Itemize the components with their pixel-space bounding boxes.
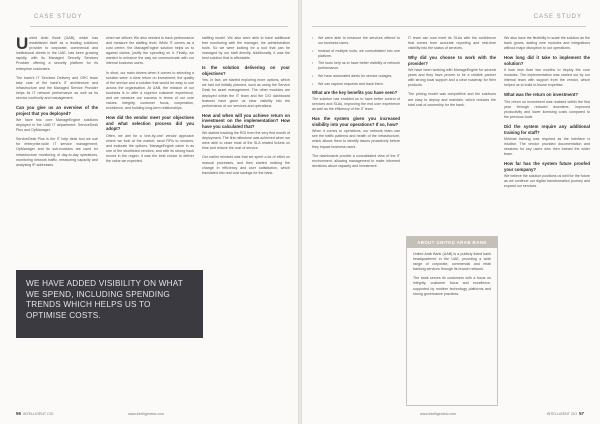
question-heading: What was the return on investment?: [504, 92, 579, 98]
question-heading: How far has the system future proofed your company?: [504, 161, 590, 172]
about-sidebar-box: [406, 236, 498, 406]
header-rule-left: [30, 26, 288, 27]
question-heading: Did the system require any additional training for staff?: [504, 124, 590, 135]
footer-left: [16, 411, 53, 416]
header-label-right: CASE STUDY: [533, 14, 582, 20]
sidebar-paragraph: United Arab Bank (UAB) is a publicly listed bank headquartered in the UAE, providing a wide range of corporate, commercial and retail banking services through its branch network.: [413, 252, 491, 272]
body-paragraph: We also have the flexibility to scale the solution as the bank grows, adding new modules and integrations without major disruption to our operations.: [504, 36, 590, 51]
intro-paragraph-2: The bank's IT Services Delivery and GRC team take care of the bank's IT architecture and infrastructure and the Managed Service Provider helps its IT network performance as well as its service continuity and management.: [16, 75, 98, 101]
bullet-item: • The tools help us to have better visibility of network performance.: [312, 61, 400, 71]
right-column-3: [504, 36, 590, 406]
answer-paragraph: When it comes to operations, our network team can see the traffic patterns and health of the infrastructure, which allows them to identify issues proactively before they impact business users.: [312, 129, 400, 149]
right-page: [302, 0, 600, 424]
footer-url-right[interactable]: www.intelligentcio.com: [420, 412, 457, 416]
header-label-left: CASE STUDY: [34, 14, 83, 20]
answer-paragraph: ServiceDesk Plus is the IT help desk tool we use for enterprise-wide IT service management, OpManager and its sub-modules are used for infrastructure monitoring of day-to-day operations, monitoring network traffic, measuring capacity and analysing IP addresses.: [16, 137, 98, 167]
bullet-item: • Instead of multiple tools, we consolidated into one platform.: [312, 49, 400, 59]
question-heading: Why did you choose to work with the provider?: [408, 55, 496, 66]
answer-paragraph: We have two core ManageEngine solutions deployed in the UAB IT department: ServiceDesk Plus and OpManager.: [16, 117, 98, 133]
sidebar-body: [407, 248, 497, 305]
footer-right: [547, 411, 584, 416]
body-paragraph: In short, our main drivers when it comes to selecting a solution were: a clear return on investment, the quality of the service and a solution that would be easy to use across the organisation. At UAB, the mission of our business is to offer a superior customer experience, and we measure our success in terms of our core values: integrity, customer focus, cooperation, excellence, and building long-term relationships.: [106, 70, 194, 111]
left-page: [0, 0, 298, 424]
bullet-item: • We can capture requests and track them.: [312, 82, 400, 87]
answer-paragraph: We believe the solution positions us well for the future as we continue our digital transformation journey and expand our services.: [504, 174, 590, 189]
answer-paragraph: Yes. In fact, we started exploring more options, which we had not initially planned, such as using the Service Desk for asset management. The other modules are deployed within the IT team and the CIO dashboard features have given us clear visibility into the performance of our services and operations.: [202, 78, 290, 108]
answer-paragraph: The pricing model was competitive and the solutions are easy to deploy and maintain, which reduces the total cost of ownership for the bank.: [408, 92, 496, 107]
answer-paragraph: We started tracking the ROI from the very first month of deployment. The first milestone was achieved when we were able to close most of the SLA related tickets on time and reduce the cost of service.: [202, 131, 290, 151]
body-paragraph: when we deliver. We also needed to track performance and measure the staffing level. While IT comes as a cost centre, the ManageEngine solution helps us to against claims, justify the spending on it. Finally, we wanted to enhance the way we communicate with our internal business users.: [106, 36, 194, 66]
question-heading: How long did it take to implement the solution?: [504, 55, 590, 66]
answer-paragraph: The return on investment was realised within the first year through reduced downtime, improved productivity and lower licensing costs compared to the previous tools.: [504, 99, 590, 120]
intro-paragraph: United Arab Bank (UAB), which has established itself as a leading solutions provider to corporate, commercial and institutional clients in the UAE, has been growing rapidly, with its Managed Security Services Provider offering a security platform for its enterprise customers.: [16, 34, 98, 71]
body-paragraph: IT team can now meet its SLAs with the confidence that comes from accurate reporting and real-time visibility into the status of services.: [408, 36, 496, 51]
left-column-2: [106, 36, 194, 264]
right-column-2: [408, 36, 496, 258]
header-rule-right: [312, 26, 586, 27]
right-column-1: [312, 36, 400, 406]
answer-paragraph: Often, we aim for a 'one-by-one' vendor approach where we look at the market, send RFIs to vendors, and evaluate the options. ManageEngine came in as one of the shortlisted vendors, and with its strong track record in the region, it was the best choice to deliver the value we expected.: [106, 133, 194, 163]
page-number-left: 56: [16, 411, 21, 416]
magazine-name-left: INTELLIGENT CIO: [22, 412, 54, 416]
answer-paragraph: The solution has enabled us to have better control of services and SLAs, improving the end user experience as well as the efficiency of the IT team.: [312, 97, 400, 112]
left-column-3: [202, 36, 290, 406]
question-heading: How and when will you achieve return on investment on the implementation? How have you calculated that?: [202, 112, 290, 129]
footer-url-left[interactable]: www.intelligentcio.com: [128, 412, 165, 416]
answer-paragraph: It took less than two months to deploy the core modules. The implementation was carried out by our internal team with support from the vendor, which helped us to build in-house expertise.: [504, 68, 590, 88]
question-heading: How did the vendor meet your objectives and what selection process did you adopt?: [106, 115, 194, 132]
answer-paragraph: Minimal training was required as the interface is intuitive. The vendor provided documentation and sessions for key users who then trained the wider team.: [504, 137, 590, 157]
question-heading: What are the key benefits you have seen?: [312, 89, 398, 95]
answer-paragraph: Our earlier mindset was that we spent a lot of effort on manual processes, and then started noticing the change in efficiency and user satisfaction, which translated into real cost savings for the bank.: [202, 155, 290, 175]
pull-quote-banner: [16, 270, 203, 338]
drop-cap: U: [16, 34, 29, 53]
bullet-item: • We have automated alerts for service outages.: [312, 74, 400, 79]
question-heading: Is the solution delivering on your objectives?: [202, 65, 290, 76]
pull-quote-text: WE HAVE ADDED VISIBILITY ON WHAT WE SPEND, INCLUDING SPENDING TRENDS WHICH HELPS US TO OPTIMISE COSTS.: [26, 279, 183, 320]
sidebar-title: ABOUT UNITED ARAB BANK: [407, 237, 497, 248]
left-column-1: [16, 36, 98, 172]
sidebar-paragraph: The bank serves its customers with a focus on integrity, customer focus and excellence, supported by modern technology platforms and strong governance practices.: [413, 276, 491, 296]
answer-paragraph: We have been working with ManageEngine for several years and they have proven to be a reliable partner with strong local support and a clear roadmap for their products.: [408, 68, 496, 88]
magazine-name-right: INTELLIGENT CIO: [546, 412, 578, 416]
bullet-item: • We were able to measure the services offered to our business users.: [312, 36, 400, 46]
answer-paragraph: The dashboards provide a consolidated view of the IT environment, allowing management to make informed decisions about capacity and investment.: [312, 153, 400, 168]
body-paragraph: staffing model. We also were able to have additional free monitoring with the manager, the administration tools. So we were looking for a tool that can be managed by our staff directly. Additionally, it was the best solution that is affordable.: [202, 36, 290, 61]
page-number-right: 57: [579, 411, 584, 416]
question-heading: Has the system given you increased visibility into your operations? If so, how?: [312, 116, 400, 127]
question-heading: Can you give us an overview of the project that you deployed?: [16, 105, 98, 116]
